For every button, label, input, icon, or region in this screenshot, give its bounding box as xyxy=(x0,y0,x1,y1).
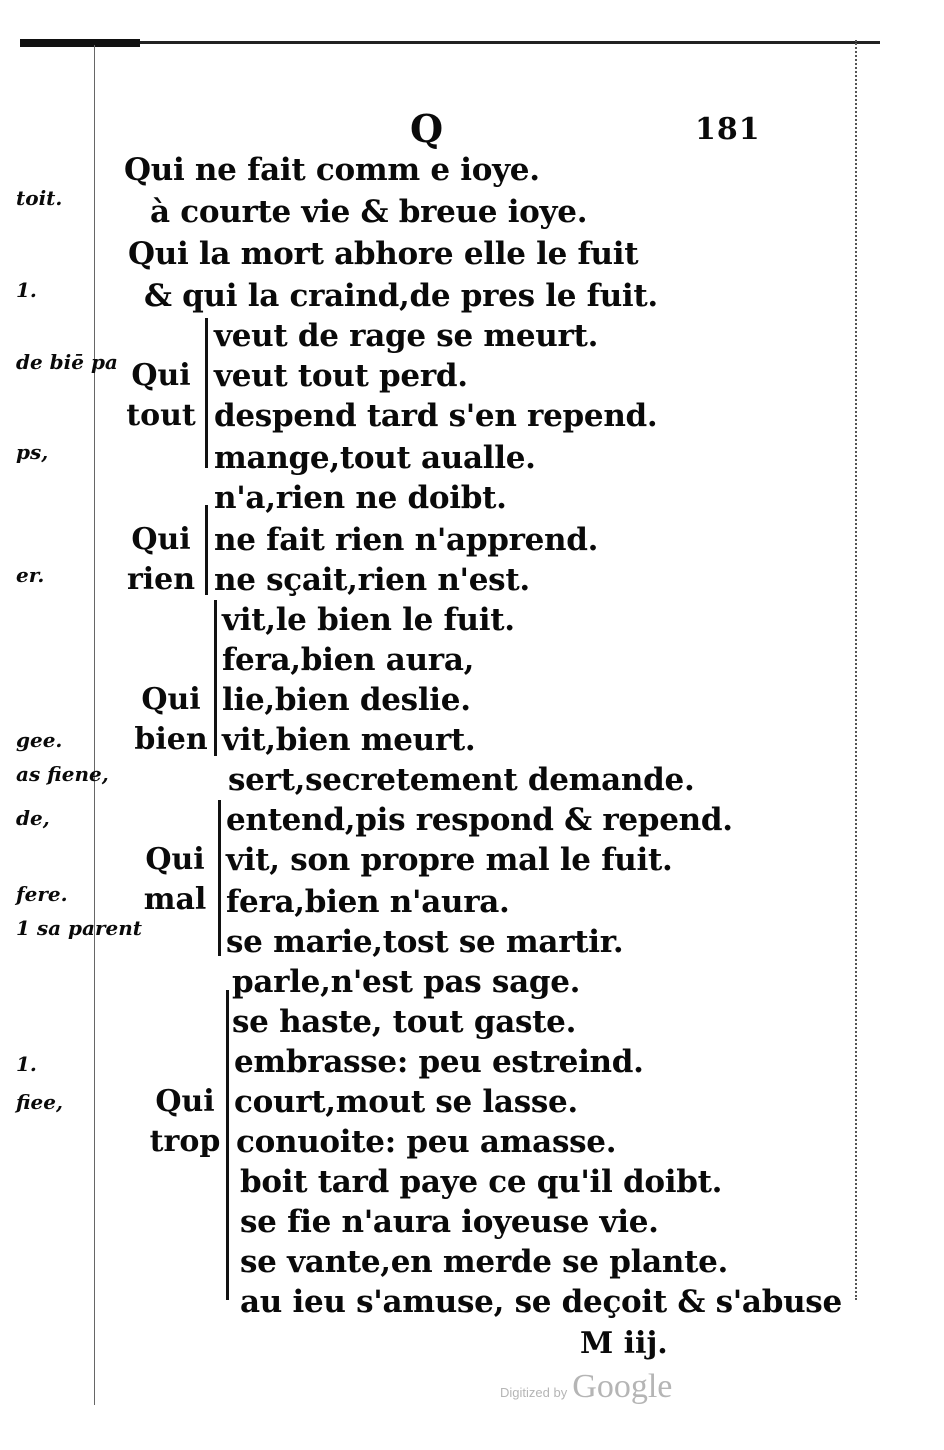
group-label: Qui xyxy=(131,358,191,393)
verse-line: despend tard s'en repend. xyxy=(214,398,658,434)
verse-line: veut de rage se meurt. xyxy=(214,318,599,354)
verse-line: se haste, tout gaste. xyxy=(232,1004,577,1040)
verse-line: fera,bien aura, xyxy=(222,642,475,678)
digitized-by-text: Digitized by xyxy=(500,1385,568,1400)
digitized-watermark xyxy=(500,1368,672,1406)
margin-fragment: de, xyxy=(16,806,50,830)
margin-fragment: er. xyxy=(16,563,45,587)
verse-line: sert,secretement demande. xyxy=(228,762,695,798)
margin-fragment: 1. xyxy=(16,1052,37,1076)
verse-line: lie,bien deslie. xyxy=(222,682,471,718)
group-label: Qui xyxy=(145,842,205,877)
group-label: rien xyxy=(126,562,196,597)
running-head-letter: Q xyxy=(410,106,444,151)
page-right-edge xyxy=(855,40,893,1300)
verse-line: mange,tout aualle. xyxy=(214,440,536,476)
brace-rule xyxy=(205,505,208,595)
intro-line: à courte vie & breue ioye. xyxy=(150,194,588,230)
verse-line: vit,bien meurt. xyxy=(222,722,476,758)
margin-fragment: de biē pa xyxy=(16,350,118,374)
margin-fragment: fere. xyxy=(16,882,68,906)
brace-rule xyxy=(226,990,229,1300)
verse-line: se marie,tost se martir. xyxy=(226,924,624,960)
verse-line: fera,bien n'aura. xyxy=(226,884,510,920)
intro-line: Qui la mort abhore elle le fuit xyxy=(128,236,639,272)
margin-fragment: fiee, xyxy=(16,1090,63,1114)
signature-mark: M iij. xyxy=(580,1326,668,1361)
page-number: 181 xyxy=(695,112,761,147)
verse-line: conuoite: peu amasse. xyxy=(236,1124,617,1160)
verse-line: n'a,rien ne doibt. xyxy=(214,480,507,516)
intro-line: Qui ne fait comm e ioye. xyxy=(124,152,540,188)
verse-line: vit,le bien le fuit. xyxy=(222,602,515,638)
group-label: Qui xyxy=(131,522,191,557)
intro-line: & qui la craind,de pres le fuit. xyxy=(144,278,658,314)
page-left-edge xyxy=(94,45,95,1405)
margin-fragment: toit. xyxy=(16,186,63,210)
verse-line: embrasse: peu estreind. xyxy=(234,1044,644,1080)
group-label: Qui xyxy=(155,1084,215,1119)
group-label: bien xyxy=(134,722,208,757)
verse-line: court,mout se lasse. xyxy=(234,1084,578,1120)
group-label: Qui xyxy=(141,682,201,717)
verse-line: boit tard paye ce qu'il doibt. xyxy=(240,1164,723,1200)
margin-fragment: ps, xyxy=(16,440,49,464)
group-label: tout xyxy=(126,398,196,433)
margin-fragment: 1 sa parent xyxy=(16,916,143,940)
brace-rule xyxy=(205,318,208,468)
top-rule xyxy=(20,38,890,47)
verse-line: entend,pis respond & repend. xyxy=(226,802,733,838)
verse-line: se vante,en merde se plante. xyxy=(240,1244,729,1280)
margin-fragment: as fiene, xyxy=(16,762,109,786)
verse-line: au ieu s'amuse, se deçoit & s'abuse xyxy=(240,1284,842,1320)
margin-fragment: 1. xyxy=(16,278,37,302)
group-label: trop xyxy=(149,1124,221,1159)
google-logo: Google xyxy=(572,1368,673,1405)
verse-line: ne fait rien n'apprend. xyxy=(214,522,599,558)
verse-line: parle,n'est pas sage. xyxy=(232,964,581,1000)
verse-line: veut tout perd. xyxy=(214,358,468,394)
group-label: mal xyxy=(143,882,207,917)
verse-line: vit, son propre mal le fuit. xyxy=(226,842,673,878)
brace-rule xyxy=(218,800,221,956)
margin-fragment: gee. xyxy=(16,728,63,752)
verse-line: ne sçait,rien n'est. xyxy=(214,562,530,598)
brace-rule xyxy=(214,600,217,756)
verse-line: se fie n'aura ioyeuse vie. xyxy=(240,1204,659,1240)
